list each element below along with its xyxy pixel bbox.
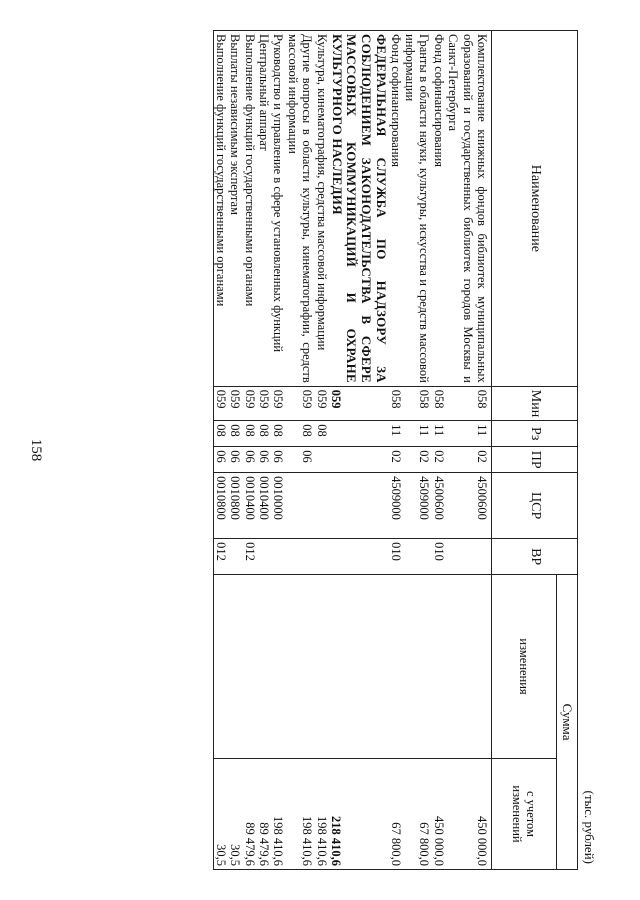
- cell-name: Гранты в области науки, культуры, искусства и средств массовой информации: [403, 31, 432, 387]
- cell-min: 058: [403, 386, 432, 420]
- cell-changes: [329, 575, 389, 759]
- cell-rz: 08: [242, 421, 256, 447]
- cell-with-changes: 30,5: [228, 758, 242, 869]
- cell-with-changes: 198 410,6: [286, 758, 315, 869]
- cell-with-changes: 218 410,6: [329, 758, 389, 869]
- cell-vr: [329, 539, 389, 575]
- cell-pr: 06: [242, 447, 256, 473]
- cell-vr: [271, 539, 285, 575]
- cell-with-changes: 198 410,6: [314, 758, 328, 869]
- cell-vr: [228, 539, 242, 575]
- cell-vr: [314, 539, 328, 575]
- table-row: [446, 31, 492, 870]
- header-changes: изменения: [492, 575, 557, 759]
- cell-pr: 02: [403, 447, 432, 473]
- table-row: [213, 31, 228, 870]
- cell-rz: 08: [271, 421, 285, 447]
- cell-csr: 0010400: [257, 473, 271, 539]
- table-body: [213, 31, 491, 870]
- cell-changes: [271, 575, 285, 759]
- header-csr: ЦСР: [492, 473, 578, 539]
- cell-vr: [403, 539, 432, 575]
- header-sum: Сумма: [557, 575, 578, 870]
- header-with-changes: с учетом изменений: [492, 758, 557, 869]
- cell-changes: [257, 575, 271, 759]
- cell-name: Выплаты независимым экспертам: [228, 31, 242, 387]
- units-note: (тыс. рублей): [582, 790, 597, 864]
- cell-csr: 0010800: [213, 473, 228, 539]
- cell-vr: 012: [242, 539, 256, 575]
- cell-min: 059: [271, 386, 285, 420]
- cell-min: 059: [257, 386, 271, 420]
- cell-min: 059: [314, 386, 328, 420]
- cell-vr: 010: [432, 539, 446, 575]
- cell-name: ФЕДЕРАЛЬНАЯ СЛУЖБА ПО НАДЗОРУ ЗА СОБЛЮДЕНИЕМ ЗАКОНОДАТЕЛЬСТВА В СФЕРЕ МАССОВЫХ КОММУНИКАЦИЙ И ОХРАНЕ КУЛЬТУРНОГО НАСЛЕДИЯ: [329, 31, 389, 387]
- cell-pr: 06: [213, 447, 228, 473]
- cell-name: Выполнение функций государственными органами: [242, 31, 256, 387]
- cell-pr: [329, 447, 389, 473]
- cell-rz: 11: [403, 421, 432, 447]
- header-pr: ПР: [492, 447, 578, 473]
- table-row: [286, 31, 315, 870]
- cell-rz: 11: [432, 421, 446, 447]
- cell-min: 059: [329, 386, 389, 420]
- cell-pr: 02: [446, 447, 492, 473]
- cell-pr: 06: [286, 447, 315, 473]
- cell-changes: [286, 575, 315, 759]
- cell-csr: 4509000: [388, 473, 402, 539]
- table-row: [242, 31, 256, 870]
- cell-pr: 02: [432, 447, 446, 473]
- cell-changes: [432, 575, 446, 759]
- cell-rz: 11: [446, 421, 492, 447]
- cell-pr: 06: [271, 447, 285, 473]
- cell-name: Культура, кинематография, средства массовой информации: [314, 31, 328, 387]
- header-name: Наименование: [492, 31, 578, 387]
- cell-changes: [314, 575, 328, 759]
- table-row: [271, 31, 285, 870]
- header-rz: Рз: [492, 421, 578, 447]
- cell-name: Руководство и управление в сфере установленных функций: [271, 31, 285, 387]
- cell-vr: 012: [213, 539, 228, 575]
- table-row: [228, 31, 242, 870]
- cell-with-changes: 450 000,0: [432, 758, 446, 869]
- cell-vr: [257, 539, 271, 575]
- cell-min: 058: [388, 386, 402, 420]
- cell-csr: 4500600: [446, 473, 492, 539]
- cell-rz: 08: [314, 421, 328, 447]
- cell-with-changes: 67 800,0: [403, 758, 432, 869]
- table-row: [329, 31, 389, 870]
- cell-with-changes: 67 800,0: [388, 758, 402, 869]
- cell-name: Фонд софинансирования: [388, 31, 402, 387]
- cell-csr: 0010400: [242, 473, 256, 539]
- cell-vr: 010: [388, 539, 402, 575]
- cell-with-changes: 30,5: [213, 758, 228, 869]
- cell-min: 059: [242, 386, 256, 420]
- cell-min: 059: [286, 386, 315, 420]
- cell-min: 058: [446, 386, 492, 420]
- cell-with-changes: 89 479,6: [242, 758, 256, 869]
- cell-rz: 08: [228, 421, 242, 447]
- cell-name: Комплектование книжных фондов библиотек муниципальных образований и государственных библиотек городов Москвы и Санкт-Петербурга: [446, 31, 492, 387]
- table-row: [257, 31, 271, 870]
- cell-with-changes: 89 479,6: [257, 758, 271, 869]
- cell-name: Другие вопросы в области культуры, кинематографии, средств массовой информации: [286, 31, 315, 387]
- cell-pr: [314, 447, 328, 473]
- cell-with-changes: 450 000,0: [446, 758, 492, 869]
- header-vr: ВР: [492, 539, 578, 575]
- cell-csr: 4500600: [432, 473, 446, 539]
- table-row: [388, 31, 402, 870]
- cell-changes: [446, 575, 492, 759]
- budget-table: [213, 30, 578, 870]
- cell-rz: [329, 421, 389, 447]
- cell-rz: 11: [388, 421, 402, 447]
- cell-csr: 0010800: [228, 473, 242, 539]
- cell-name: Выполнение функций государственными органами: [213, 31, 228, 387]
- cell-csr: 4509000: [403, 473, 432, 539]
- cell-name: Центральный аппарат: [257, 31, 271, 387]
- cell-csr: [329, 473, 389, 539]
- cell-with-changes: 198 410,6: [271, 758, 285, 869]
- header-min: Мин: [492, 386, 578, 420]
- cell-changes: [213, 575, 228, 759]
- cell-changes: [228, 575, 242, 759]
- cell-min: 059: [228, 386, 242, 420]
- page-number: 158: [28, 438, 44, 462]
- cell-changes: [403, 575, 432, 759]
- cell-changes: [242, 575, 256, 759]
- cell-min: 058: [432, 386, 446, 420]
- cell-vr: [286, 539, 315, 575]
- cell-pr: 02: [388, 447, 402, 473]
- cell-min: 059: [213, 386, 228, 420]
- table-row: [432, 31, 446, 870]
- cell-vr: [446, 539, 492, 575]
- cell-rz: 08: [213, 421, 228, 447]
- rotated-page: [60, 30, 600, 870]
- cell-csr: [286, 473, 315, 539]
- cell-pr: 06: [257, 447, 271, 473]
- table-row: [314, 31, 328, 870]
- cell-csr: 0010000: [271, 473, 285, 539]
- cell-rz: 08: [286, 421, 315, 447]
- cell-name: Фонд софинансирования: [432, 31, 446, 387]
- cell-pr: 06: [228, 447, 242, 473]
- table-row: [403, 31, 432, 870]
- cell-rz: 08: [257, 421, 271, 447]
- cell-changes: [388, 575, 402, 759]
- cell-csr: [314, 473, 328, 539]
